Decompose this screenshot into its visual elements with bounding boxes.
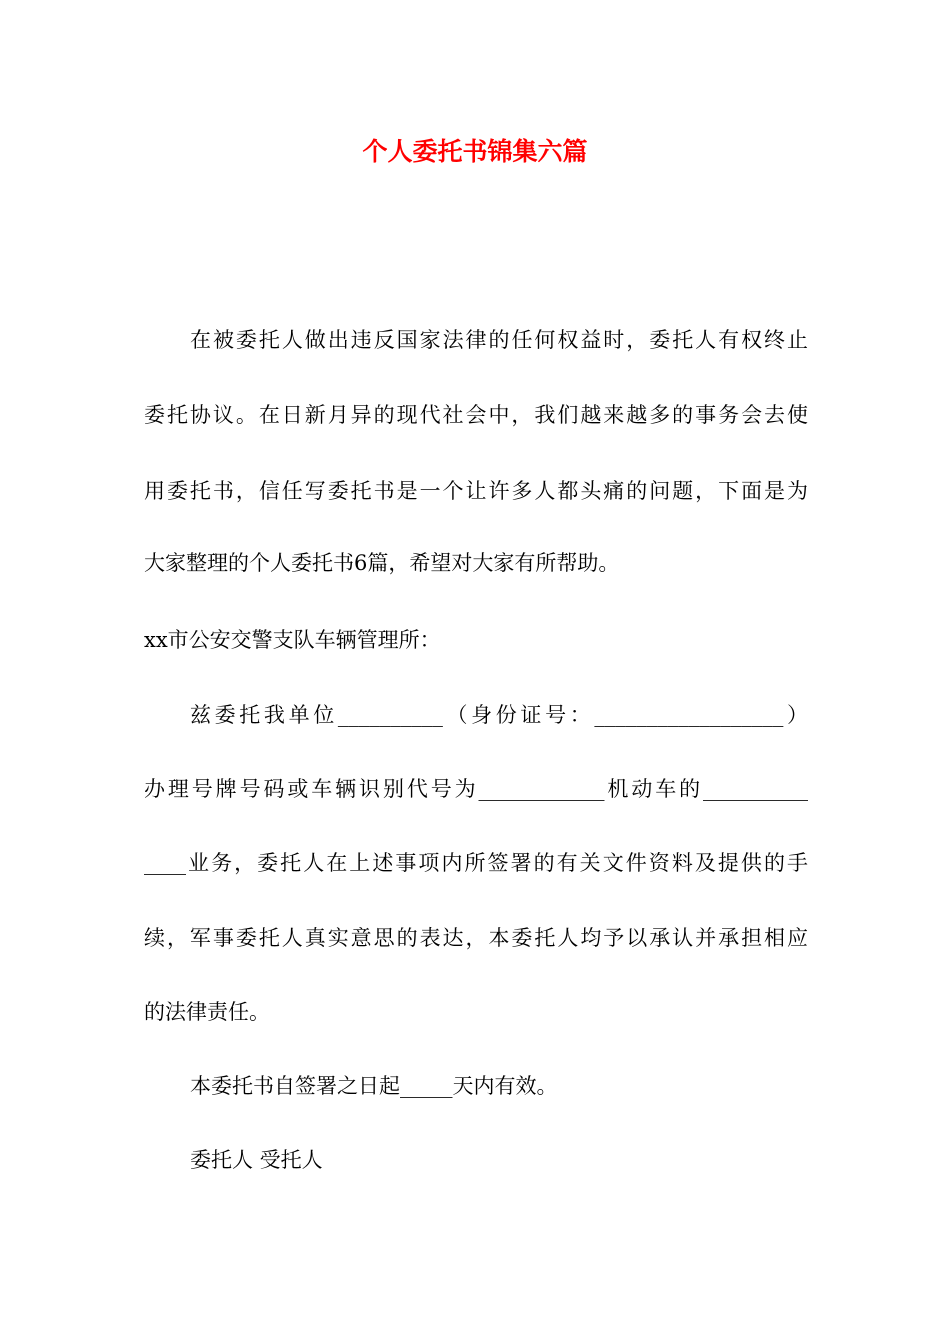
paragraph-line-3: 用委托书，信任写委托书是一个让许多人都头痛的问题，下面是为 <box>144 479 808 503</box>
body-line-4: 续，军事委托人真实意思的表达，本委托人均予以承认并承担相应 <box>144 926 808 950</box>
validity-line: 本委托书自签署之日起_____天内有效。 <box>190 1074 558 1098</box>
paragraph-line-2: 委托协议。在日新月异的现代社会中，我们越来越多的事务会去使 <box>144 403 808 427</box>
body-line-2: 办理号牌号码或车辆识别代号为____________机动车的__________ <box>144 777 808 801</box>
paragraph-line-4: 大家整理的个人委托书6篇，希望对大家有所帮助。 <box>144 551 620 575</box>
body-line-1: 兹委托我单位__________（身份证号：__________________） <box>190 703 808 727</box>
signature-line: 委托人 受托人 <box>190 1148 323 1172</box>
body-line-5: 的法律责任。 <box>144 1000 270 1024</box>
body-line-3: ____业务，委托人在上述事项内所签署的有关文件资料及提供的手 <box>144 851 808 875</box>
paragraph-line-1: 在被委托人做出违反国家法律的任何权益时，委托人有权终止 <box>190 328 808 352</box>
addressee-line: xx市公安交警支队车辆管理所： <box>144 628 441 652</box>
document-title: 个人委托书锦集六篇 <box>362 137 588 166</box>
